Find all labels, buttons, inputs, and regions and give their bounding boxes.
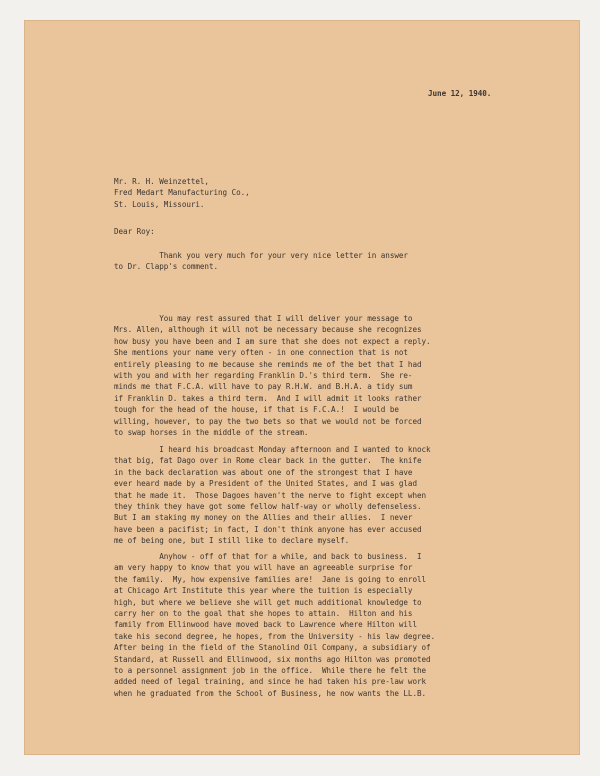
text-line: entirely pleasing to me because she reminds me of the bet that I had	[114, 359, 422, 369]
paragraph-thanks	[114, 250, 534, 273]
text-line: minds me that F.C.A. will have to pay R.H.W. and B.H.A. a tidy sum	[114, 382, 413, 392]
text-line: to Dr. Clapp's comment.	[114, 262, 219, 272]
text-line: willing, however, to pay the two bets so that we would not be forced	[114, 416, 422, 426]
text-line: with you and with her regarding Franklin D.'s third term. She re-	[114, 371, 413, 381]
address-line: St. Louis, Missouri.	[114, 199, 205, 209]
address-line: Fred Medart Manufacturing Co.,	[114, 188, 250, 198]
paragraph-business	[114, 551, 534, 699]
text-line: when he graduated from the School of Business, he now wants the LL.B.	[114, 688, 427, 698]
letter-date: June 12, 1940.	[428, 89, 492, 98]
text-line: After being in the field of the Stanolind Oil Company, a subsidiary of	[114, 643, 431, 653]
text-line: ever heard made by a President of the United States, and I was glad	[114, 479, 417, 489]
salutation: Dear Roy:	[114, 227, 155, 236]
text-line: But I am staking my money on the Allies and their allies. I never	[114, 513, 413, 523]
text-line: that big, fat Dago over in Rome clear back in the gutter. The knife	[114, 456, 422, 466]
text-line: at Chicago Art Institute this year where the tuition is especially	[114, 586, 413, 596]
text-line: I heard his broadcast Monday afternoon and I wanted to knock	[114, 445, 431, 454]
text-line: have been a pacifist; in fact, I don't think anyone has ever accused	[114, 524, 422, 534]
text-line: to a personnel assignment job in the office. While there he felt the	[114, 666, 427, 676]
text-line: take his second degree, he hopes, from the University - his law degree.	[114, 631, 436, 641]
letter-body	[24, 20, 580, 755]
text-line: She mentions your name very often - in one connection that is not	[114, 348, 408, 358]
text-line: to swap horses in the middle of the stream.	[114, 428, 309, 438]
text-line: that he made it. Those Dagoes haven't the nerve to fight except when	[114, 490, 427, 500]
text-line: how busy you have been and I am sure that she does not expect a reply.	[114, 336, 431, 346]
text-line: Anyhow - off of that for a while, and back to business. I	[114, 552, 422, 561]
text-line: Mrs. Allen, although it will not be necessary because she recognizes	[114, 325, 422, 335]
text-line: they think they have got some fellow half-way or wholly defenseless.	[114, 502, 422, 512]
paragraph-broadcast	[114, 444, 534, 547]
text-line: You may rest assured that I will deliver your message to	[114, 314, 413, 323]
text-line: tough for the head of the house, if that is F.C.A.! I would be	[114, 405, 399, 415]
address-line: Mr. R. H. Weinzettel,	[114, 177, 209, 186]
text-line: carry her on to the goal that she hopes to attain. Hilton and his	[114, 609, 413, 619]
text-line: Standard, at Russell and Ellinwood, six months ago Hilton was promoted	[114, 654, 431, 664]
text-line: the family. My, how expensive families are! Jane is going to enroll	[114, 574, 427, 584]
text-line: am very happy to know that you will have an agreeable surprise for	[114, 563, 413, 573]
text-line: if Franklin D. takes a third term. And I will admit it looks rather	[114, 393, 422, 403]
text-line: high, but where we believe she will get much additional knowledge to	[114, 597, 422, 607]
text-line: family from Ellinwood have moved back to Lawrence where Hilton will	[114, 620, 417, 630]
paragraph-message	[114, 313, 534, 438]
recipient-address	[114, 176, 250, 210]
text-line: in the back declaration was about one of the strongest that I have	[114, 467, 413, 477]
text-line: me of being one, but I still like to declare myself.	[114, 536, 350, 546]
text-line: added need of legal training, and since he had taken his pre-law work	[114, 677, 427, 687]
letter-page	[24, 20, 580, 755]
text-line: Thank you very much for your very nice letter in answer	[114, 251, 408, 260]
